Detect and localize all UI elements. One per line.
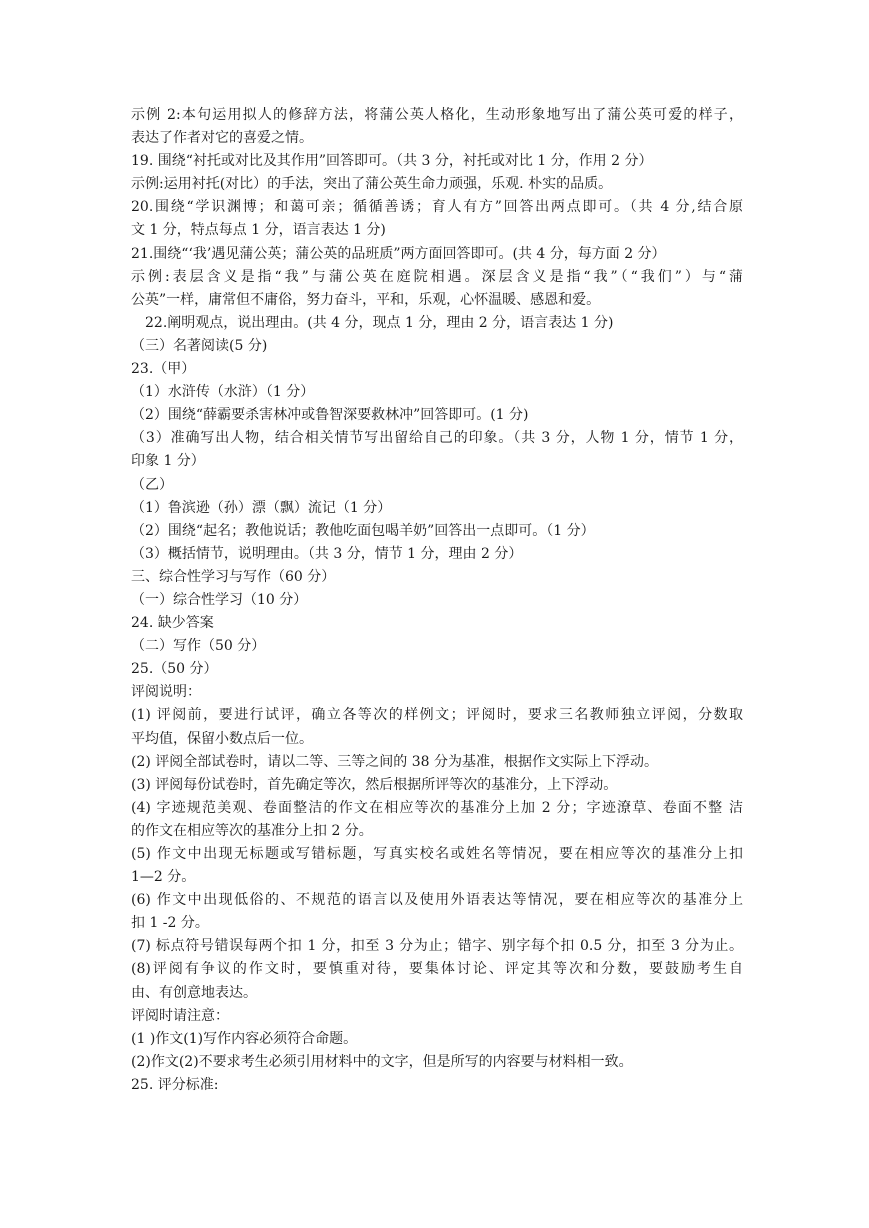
text-line: 25. 评分标准: [131,1076,219,1093]
text-line: 公英”一样，庸常但不庸俗，努力奋斗，平和，乐观，心怀温暖、感恩和爱。 [131,291,601,308]
text-line: (1 )作文(1)写作内容必须符合命题。 [131,1030,358,1047]
question-20: 20.围绕“学识渊博；和蔼可亲；循循善诱；育人有方”回答出两点即可。（共 4 分,结合原 [131,199,743,216]
text-line: 的作文在相应等次的基准分上扣 2 分。 [131,822,373,839]
text-line: （3）准确写出人物，结合相关情节写出留给自己的印象。（共 3 分，人物 1 分，情节 1 分， [131,430,743,447]
text-line: (8)评阅有争议的作文时，要慎重对待，要集体讨论、评定其等次和分数，要鼓励考生自 [131,961,743,978]
text-line: (1) 评阅前，要进行试评，确立各等次的样例文；评阅时，要求三名教师独立评阅，分数取 [131,707,743,724]
text-line: 示例:运用衬托(对比）的手法，突出了蒲公英生命力顽强，乐观. 朴实的品质。 [131,176,613,193]
text-line: 评阅说明： [131,684,201,701]
section-heading: （三）名著阅读(5 分) [131,337,268,354]
text-line: (6) 作文中出现低俗的、不规范的语言以及使用外语表达等情况，要在相应等次的基准分上 [131,892,743,909]
section-heading: （一）综合性学习（10 分） [131,591,308,608]
question-23: 23.（甲） [131,361,196,378]
text-line: (2)作文(2)不要求考生必须引用材料中的文字，但是所写的内容要与材料相一致。 [131,1053,633,1070]
text-line: (4) 字迹规范美观、卷面整洁的作文在相应等次的基准分上加 2 分；字迹潦草、卷面不整 洁 [131,799,743,816]
text-line: 示例 2:本句运用拟人的修辞方法，将蒲公英人格化，生动形象地写出了蒲公英可爱的样子， [131,107,743,123]
text-line: (5) 作文中出现无标题或写错标题，写真实校名或姓名等情况，要在相应等次的基准分上扣 [131,846,743,862]
text-line: （2）围绕“薛霸要杀害林冲或鲁智深要救林冲”回答即可。(1 分) [131,407,529,424]
text-line: (7) 标点符号错误每两个扣 1 分，扣至 3 分为止；错字、别字每个扣 0.5 分，扣至 3 分为止。 [131,938,743,955]
text-line: 由、有创意地表达。 [131,984,257,1001]
text-line: 平均值，保留小数点后一位。 [131,730,313,747]
section-heading: 三、综合性学习与写作（60 分） [131,568,336,585]
text-line: 文 1 分，特点每点 1 分，语言表达 1 分) [131,222,386,239]
text-line: 评阅时请注意： [131,1007,229,1024]
text-line: （1）鲁滨逊（孙）漂（飘）流记（1 分） [131,499,392,516]
question-19: 19. 围绕“衬托或对比及其作用”回答即可。（共 3 分，衬托或对比 1 分，作用 2 分） [131,153,653,170]
text-line: 扣 1 -2 分。 [131,915,209,932]
text-line: 示例:表层含义是指“我”与蒲公英在庭院相遇。深层含义是指“我”（“我们”）与“蒲 [131,268,743,285]
text-line: （3）概括情节，说明理由。（共 3 分，情节 1 分，理由 2 分） [131,545,523,562]
text-line: 印象 1 分） [131,453,205,470]
section-heading: （二）写作（50 分） [131,638,266,655]
text-line: （2）围绕“起名；教他说话；教他吃面包喝羊奶”回答出一点即可。（1 分） [131,522,595,539]
text-line: (2) 评阅全部试卷时，请以二等、三等之间的 38 分为基准，根据作文实际上下浮动。 [131,753,658,770]
question-21: 21.围绕“‘我’遇见蒲公英；蒲公英的品班质”两方面回答即可。(共 4 分，每方面 2 分） [131,245,666,262]
question-22: 22.阐明观点，说出理由。(共 4 分，现点 1 分，理由 2 分，语言表达 1 分) [145,314,614,331]
question-25: 25.（50 分） [131,661,218,678]
text-line: （乙） [131,476,173,493]
text-line: (3) 评阅每份试卷时，首先确定等次，然后根据所评等次的基准分，上下浮动。 [131,776,618,793]
answer-key-page [131,104,743,1097]
question-24: 24. 缺少答案 [131,615,214,632]
text-line: 表达了作者对它的喜爱之情。 [131,130,313,147]
text-line: （1）水浒传（水浒）（1 分） [131,384,315,401]
text-line: 1—2 分。 [131,869,196,886]
